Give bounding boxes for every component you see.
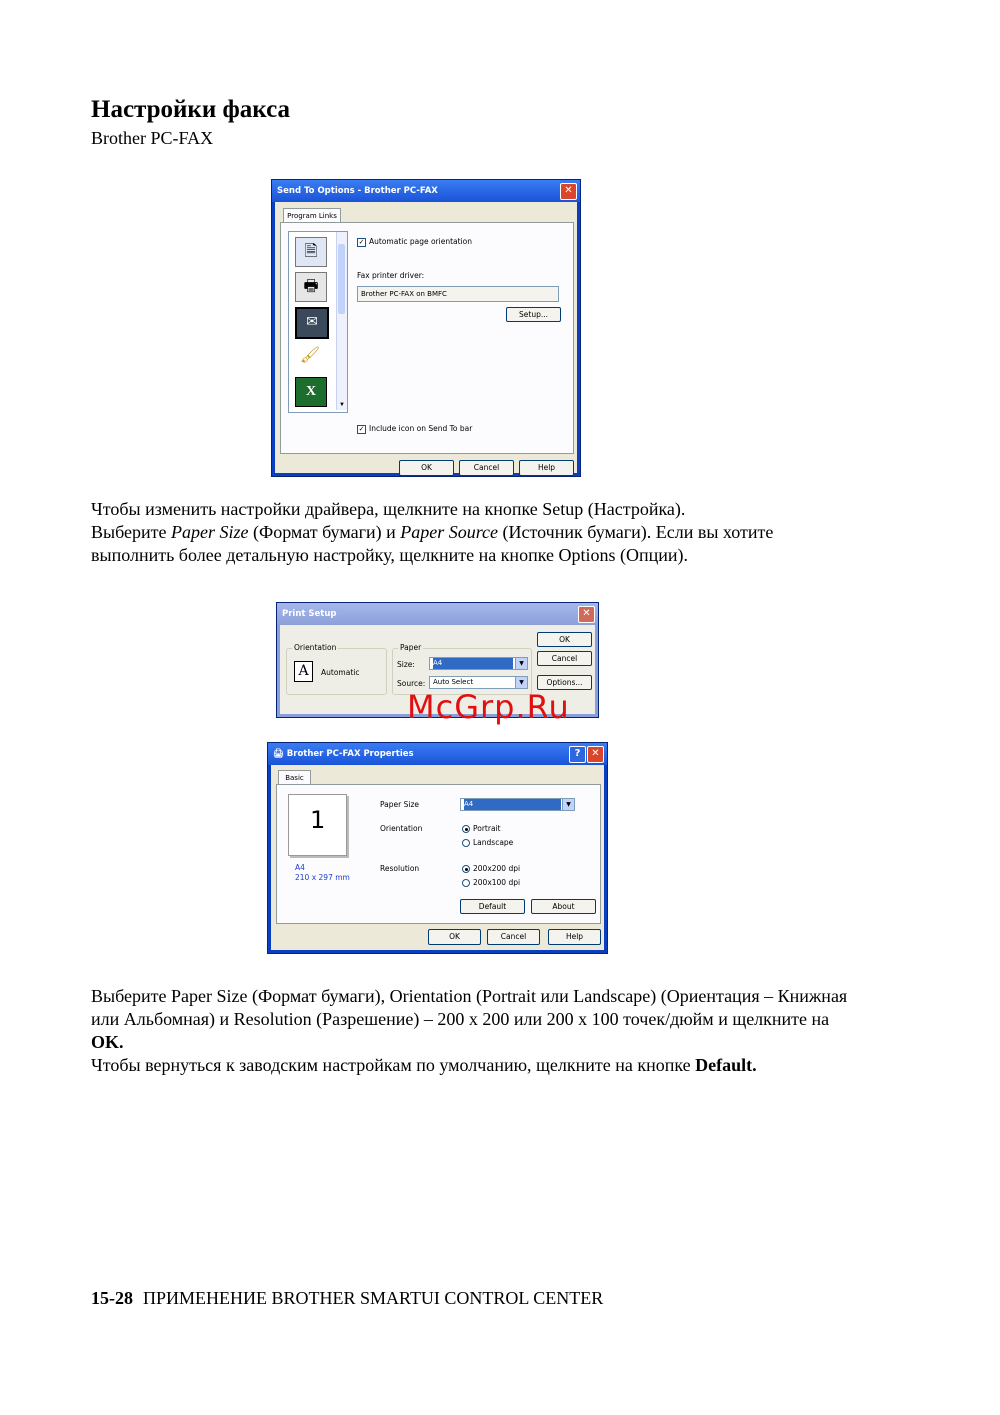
options-button[interactable]: Options... xyxy=(537,675,592,690)
page-number: 15-28 xyxy=(91,1288,133,1308)
ok-button[interactable]: OK xyxy=(537,632,592,647)
close-icon[interactable]: ✕ xyxy=(560,183,577,200)
include-icon-checkbox[interactable]: ✓ Include icon on Send To bar xyxy=(358,424,473,433)
basic-panel xyxy=(276,784,601,924)
auto-orientation-checkbox[interactable]: ✓ Automatic page orientation xyxy=(358,237,472,246)
chevron-down-icon: ▼ xyxy=(515,658,527,669)
paper-dims: 210 x 297 mm xyxy=(295,873,350,882)
fax-driver-label: Fax printer driver: xyxy=(357,271,425,280)
printer-icon[interactable]: 🖶 xyxy=(295,272,327,302)
setup-button[interactable]: Setup... xyxy=(506,307,561,322)
para2-line4: Чтобы вернуться к заводским настройкам по умолчанию, щелкните на кнопке Default. xyxy=(91,1055,757,1075)
resolution-label: Resolution xyxy=(380,864,420,873)
cancel-button[interactable]: Cancel xyxy=(537,651,592,666)
res-200x100-radio[interactable]: 200x100 dpi xyxy=(462,878,520,887)
res-200x200-radio[interactable]: 200x200 dpi xyxy=(462,864,520,873)
chevron-down-icon: ▼ xyxy=(515,677,527,688)
program-icon-list xyxy=(288,231,348,413)
dialog-titlebar xyxy=(277,603,598,625)
chevron-down-icon[interactable]: ▼ xyxy=(339,402,345,408)
paper-name: A4 xyxy=(295,863,305,872)
fax-icon[interactable]: ✉ xyxy=(295,307,329,339)
paper-size-label: Paper Size xyxy=(380,800,420,809)
default-button[interactable]: Default xyxy=(460,899,525,914)
excel-icon[interactable]: X xyxy=(295,377,327,407)
word-doc-icon[interactable]: 🗎 xyxy=(295,237,327,267)
orientation-label: Orientation xyxy=(294,643,337,652)
paragraph-driver-setup xyxy=(91,498,951,567)
dialog-title: Print Setup xyxy=(282,609,337,619)
help-icon[interactable]: ? xyxy=(569,746,586,763)
cancel-button[interactable]: Cancel xyxy=(459,460,514,476)
para2-line3: OK. xyxy=(91,1032,124,1052)
footer-text: ПРИМЕНЕНИЕ BROTHER SMARTUI CONTROL CENTER xyxy=(143,1288,604,1308)
fax-driver-field[interactable]: Brother PC-FAX on BMFC xyxy=(357,286,559,302)
source-select[interactable]: Auto Select ▼ xyxy=(429,676,528,689)
para2-line1: Выберите Paper Size (Формат бумаги), Orientation (Portrait или Landscape) (Ориентация – Книжная xyxy=(91,986,848,1006)
ok-button[interactable]: OK xyxy=(399,460,454,476)
tab-program-links[interactable]: Program Links xyxy=(283,208,341,223)
printer-small-icon: 🖨 xyxy=(273,749,284,759)
send-to-options-dialog xyxy=(271,179,581,477)
page-title: Настройки факса xyxy=(91,96,290,123)
list-scrollbar[interactable] xyxy=(336,232,347,410)
pc-fax-properties-dialog xyxy=(267,742,608,954)
source-label: Source: xyxy=(397,679,426,688)
help-button[interactable]: Help xyxy=(548,929,601,945)
paragraph-properties xyxy=(91,985,961,1077)
portrait-radio[interactable]: Portrait xyxy=(462,824,501,833)
orientation-label: Orientation xyxy=(380,824,423,833)
paint-icon[interactable]: 🖌 xyxy=(299,347,321,364)
tab-basic[interactable]: Basic xyxy=(278,770,311,785)
watermark: McGrp.Ru xyxy=(407,688,570,726)
cancel-button[interactable]: Cancel xyxy=(487,929,540,945)
para2-line2: или Альбомная) и Resolution (Разрешение) – 200 x 200 или 200 x 100 точек/дюйм и щелкните на xyxy=(91,1009,830,1029)
para1-line3: выполнить более детальную настройку, щелкните на кнопке Options (Опции). xyxy=(91,545,689,565)
help-button[interactable]: Help xyxy=(519,460,574,476)
paper-label: Paper xyxy=(400,643,422,652)
close-icon[interactable]: ✕ xyxy=(578,606,595,623)
size-label: Size: xyxy=(397,660,415,669)
close-icon[interactable]: ✕ xyxy=(587,746,604,763)
landscape-radio[interactable]: Landscape xyxy=(462,838,513,847)
orientation-value: Automatic xyxy=(321,668,360,677)
about-button[interactable]: About xyxy=(531,899,596,914)
dialog-titlebar xyxy=(272,180,580,202)
program-links-panel xyxy=(280,222,574,454)
chevron-down-icon: ▼ xyxy=(562,799,574,810)
para1-line2: Выберите Paper Size (Формат бумаги) и Paper Source (Источник бумаги). Если вы хотите xyxy=(91,522,774,542)
dialog-title: Brother PC-FAX Properties xyxy=(286,749,414,759)
para1-line1: Чтобы изменить настройки драйвера, щелкните на кнопке Setup (Настройка). xyxy=(91,499,686,519)
page-preview xyxy=(288,794,347,856)
page-subtitle: Brother PC-FAX xyxy=(91,128,214,148)
page-number: 1 xyxy=(310,806,326,834)
paper-size-select[interactable]: A4 ▼ xyxy=(460,798,575,811)
orientation-a-icon: A xyxy=(294,661,313,682)
dialog-title: Send To Options - Brother PC-FAX xyxy=(277,186,438,196)
include-icon-label: Include icon on Send To bar xyxy=(369,424,473,433)
size-select[interactable]: A4 ▼ xyxy=(429,657,528,670)
page-footer xyxy=(91,1288,603,1309)
dialog-titlebar xyxy=(268,743,607,765)
ok-button[interactable]: OK xyxy=(428,929,481,945)
auto-orientation-label: Automatic page orientation xyxy=(369,237,472,246)
